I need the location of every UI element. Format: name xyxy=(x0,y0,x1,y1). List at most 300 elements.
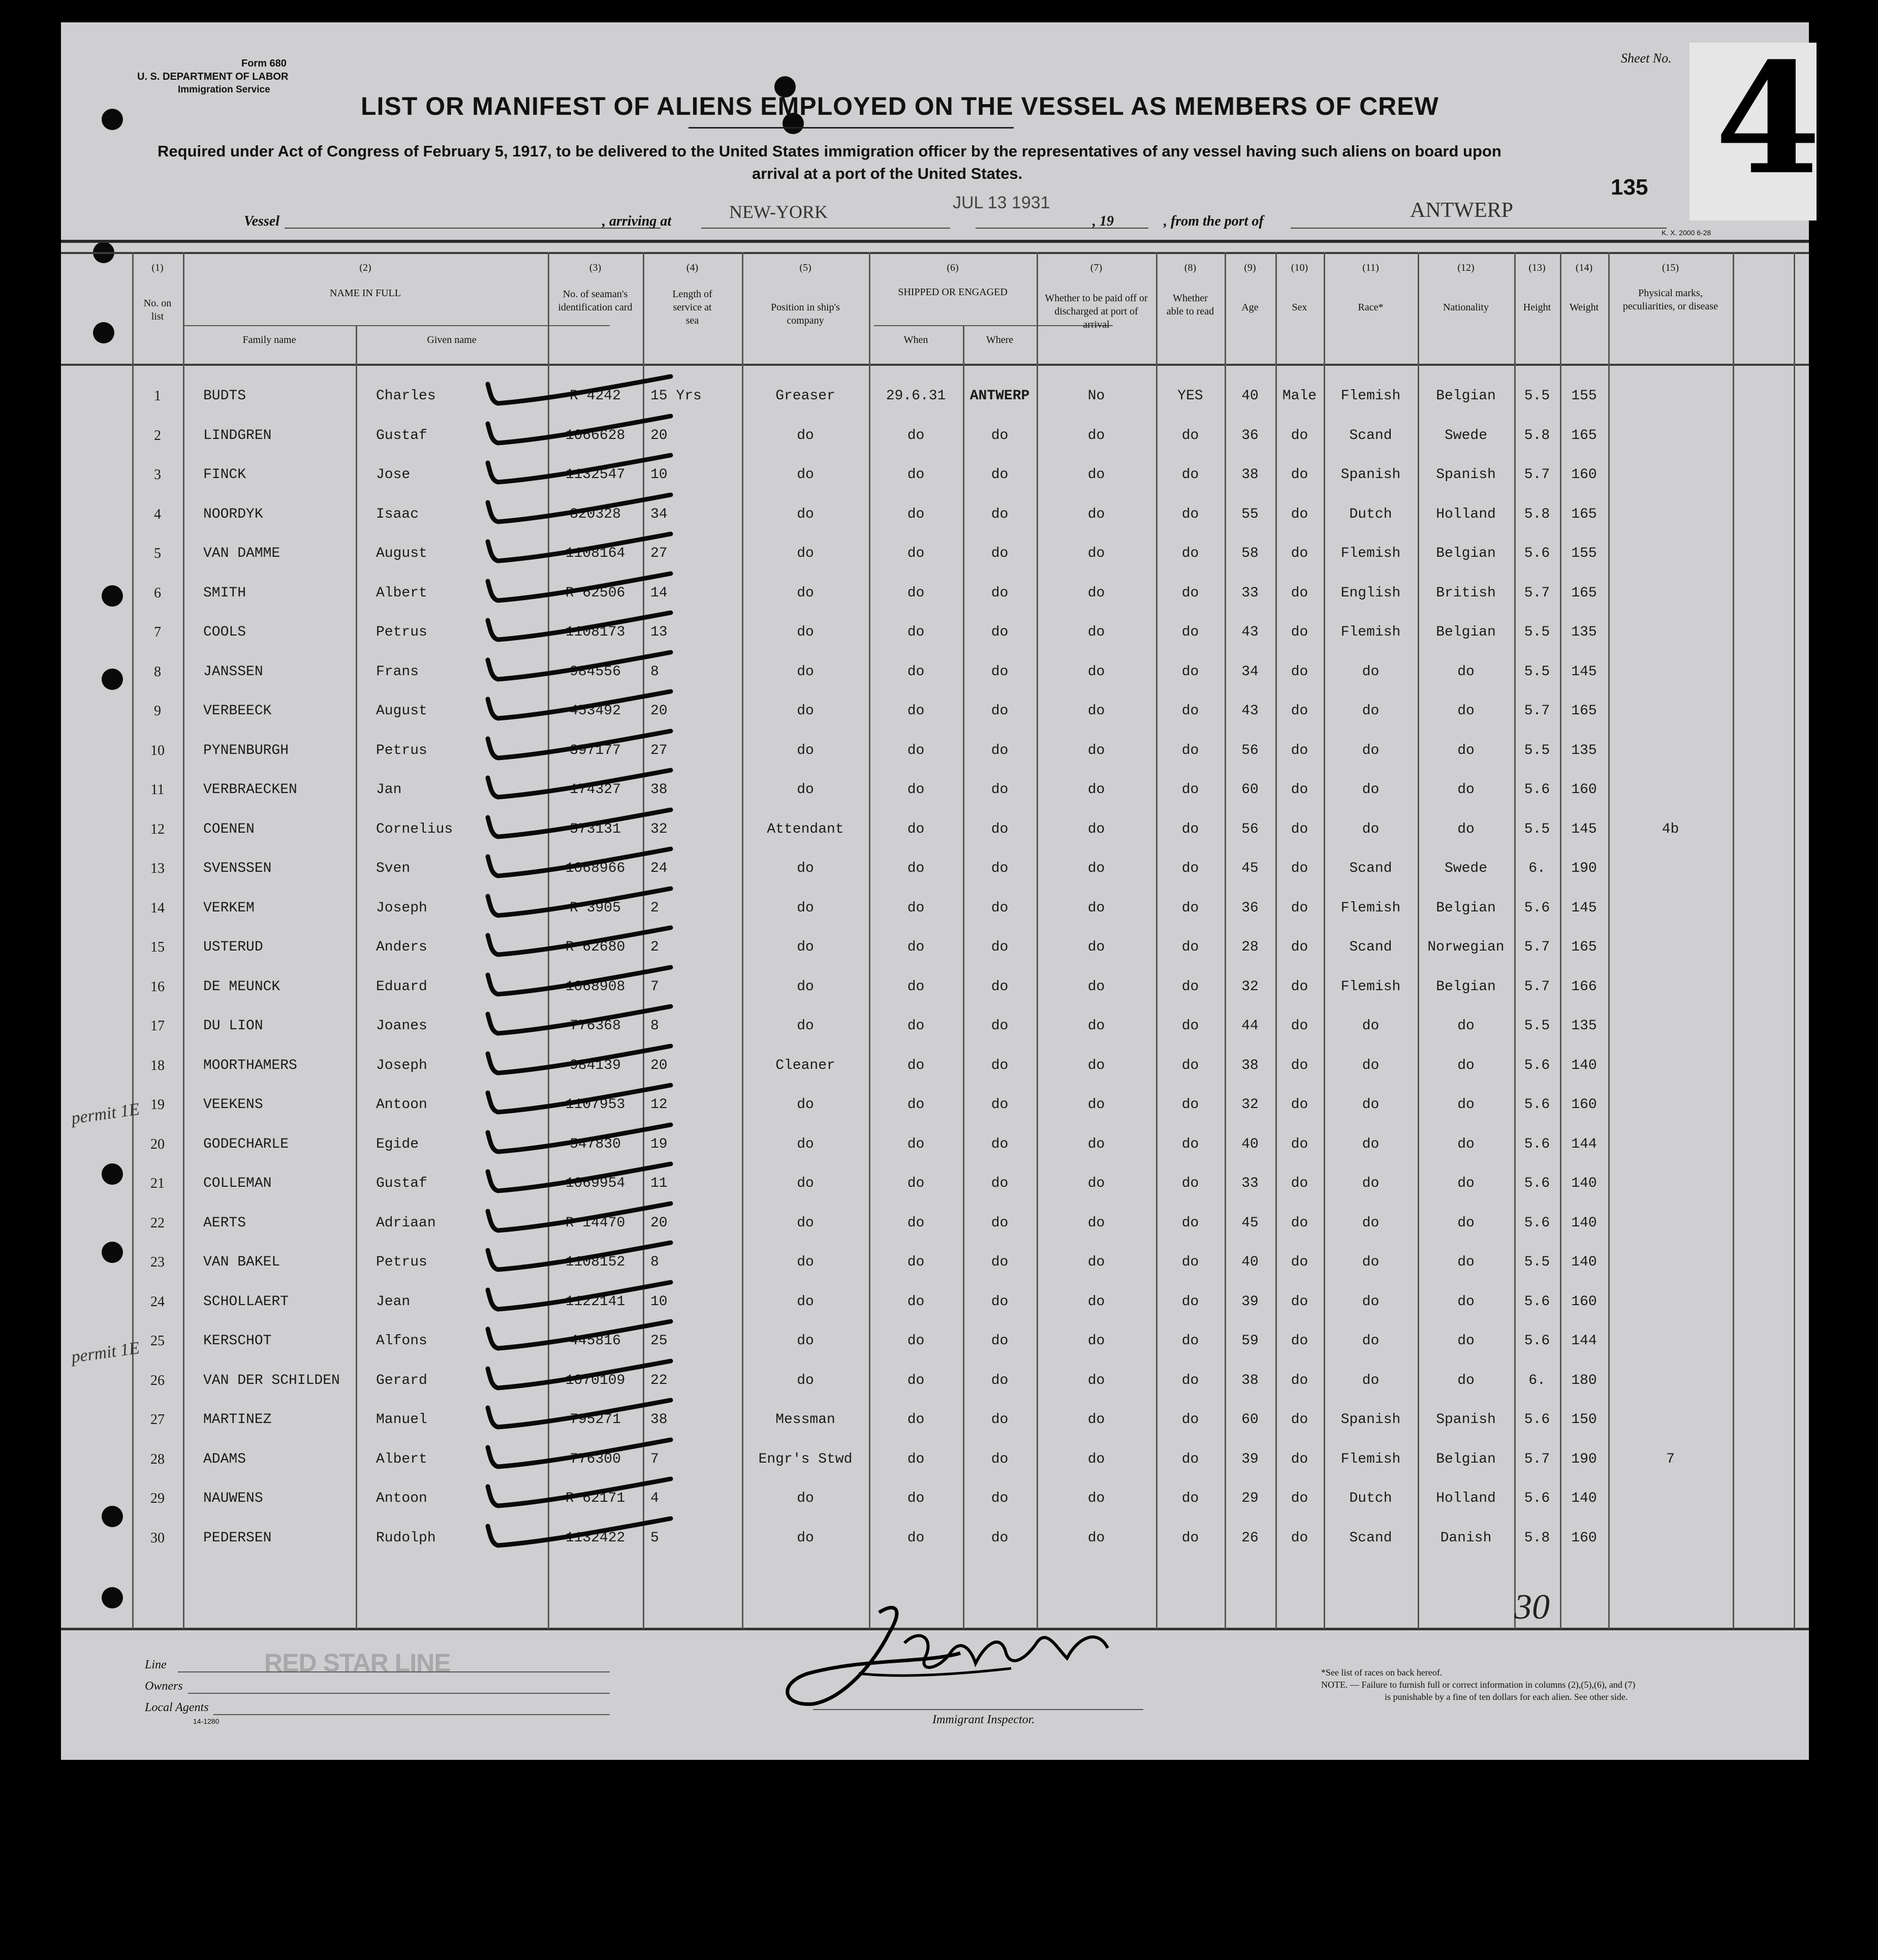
col-divider xyxy=(1733,252,1734,1629)
cell-given: Gustaf xyxy=(376,427,427,444)
cell-paid: do xyxy=(1087,1372,1105,1388)
inspector-check-mark xyxy=(473,1044,676,1079)
cell-age: 40 xyxy=(1241,1254,1259,1270)
cell-given: Anders xyxy=(376,939,427,955)
cell-position: do xyxy=(797,1215,814,1231)
table-top-rule-2 xyxy=(61,252,1809,254)
cell-nat: do xyxy=(1457,1097,1475,1113)
cell-family: MARTINEZ xyxy=(203,1412,272,1428)
cell-position: do xyxy=(797,1018,814,1034)
cell-family: BUDTS xyxy=(203,388,246,404)
cell-given: Petrus xyxy=(376,624,427,640)
cell-read: do xyxy=(1181,821,1199,837)
col-header-paid-off: Whether to be paid off or discharged at port of arrival xyxy=(1045,293,1148,330)
cell-race: do xyxy=(1362,782,1380,798)
cell-family: MOORTHAMERS xyxy=(203,1057,297,1073)
col-header-family: Family name xyxy=(242,334,296,345)
cell-where: do xyxy=(991,1254,1009,1270)
cell-race: do xyxy=(1362,1372,1380,1388)
cell-service: 24 xyxy=(650,861,668,876)
cell-no: 12 xyxy=(150,821,165,837)
cell-age: 60 xyxy=(1241,1412,1259,1428)
cell-nat: do xyxy=(1457,1136,1475,1152)
cell-where: do xyxy=(991,1293,1009,1310)
inspector-check-mark xyxy=(473,1201,676,1237)
margin-note: permit 1E xyxy=(70,1338,141,1367)
cell-read: do xyxy=(1181,1176,1199,1191)
cell-id: 397177 xyxy=(570,742,621,758)
cell-weight: 165 xyxy=(1571,703,1597,719)
cell-when: do xyxy=(907,467,925,483)
inspector-check-mark xyxy=(473,925,676,961)
col-num: (6) xyxy=(947,262,959,273)
cell-id: 1132422 xyxy=(565,1530,625,1546)
cell-paid: do xyxy=(1087,663,1105,680)
cell-position: do xyxy=(797,1254,814,1270)
cell-height: 5.5 xyxy=(1524,742,1550,758)
cell-no: 9 xyxy=(154,703,161,719)
cell-read: do xyxy=(1181,427,1199,444)
cell-read: do xyxy=(1181,900,1199,916)
cell-age: 32 xyxy=(1241,978,1259,995)
cell-id: 445816 xyxy=(570,1333,621,1349)
binder-hole xyxy=(102,1587,123,1608)
col-header-length: Length of service at sea xyxy=(672,289,712,326)
cell-position: Attendant xyxy=(767,821,844,837)
cell-sex: do xyxy=(1291,939,1308,955)
cell-when: do xyxy=(907,939,925,955)
cell-given: August xyxy=(376,703,427,719)
cell-sex: do xyxy=(1291,1293,1308,1310)
cell-nat: Belgian xyxy=(1436,900,1496,916)
binder-hole xyxy=(102,585,123,607)
cell-where: do xyxy=(991,1451,1009,1467)
cell-when: do xyxy=(907,1136,925,1152)
inspector-check-mark xyxy=(473,1122,676,1158)
cell-family: NOORDYK xyxy=(203,506,263,522)
cell-read: do xyxy=(1181,1372,1199,1388)
cell-service: 34 xyxy=(650,506,668,522)
cell-family: COLLEMAN xyxy=(203,1176,272,1191)
cell-age: 60 xyxy=(1241,782,1259,798)
col-header-sex: Sex xyxy=(1292,302,1307,313)
cell-age: 26 xyxy=(1241,1530,1259,1546)
col-num: (5) xyxy=(799,262,811,273)
cell-given: Isaac xyxy=(376,506,419,522)
cell-given: Eduard xyxy=(376,978,427,995)
cell-given: Antoon xyxy=(376,1491,427,1506)
cell-position: do xyxy=(797,624,814,640)
cell-when: do xyxy=(907,1412,925,1428)
inspector-check-mark xyxy=(473,689,676,724)
table-top-rule xyxy=(61,240,1809,243)
cell-when: do xyxy=(907,427,925,444)
cell-when: do xyxy=(907,1293,925,1310)
cell-sex: do xyxy=(1291,1372,1308,1388)
col-header-no: No. on list xyxy=(143,298,172,322)
cell-when: do xyxy=(907,703,925,719)
cell-family: PYNENBURGH xyxy=(203,742,289,758)
cell-age: 43 xyxy=(1241,703,1259,719)
cell-paid: do xyxy=(1087,467,1105,483)
cell-height: 5.7 xyxy=(1524,585,1550,601)
cell-family: VEEKENS xyxy=(203,1097,263,1113)
cell-nat: do xyxy=(1457,782,1475,798)
cell-family: FINCK xyxy=(203,467,246,483)
cell-nat: do xyxy=(1457,1372,1475,1388)
cell-no: 29 xyxy=(150,1491,165,1506)
inspector-check-mark xyxy=(473,1437,676,1473)
cell-service: 13 xyxy=(650,624,668,640)
cell-weight: 165 xyxy=(1571,427,1597,444)
cell-family: LINDGREN xyxy=(203,427,272,444)
cell-sex: do xyxy=(1291,467,1308,483)
cell-position: do xyxy=(797,703,814,719)
inspector-check-mark xyxy=(473,492,676,528)
departure-port: ANTWERP xyxy=(1410,199,1513,222)
cell-given: Jose xyxy=(376,467,411,483)
cell-age: 39 xyxy=(1241,1293,1259,1310)
col-divider xyxy=(1794,252,1795,1629)
cell-race: Dutch xyxy=(1349,1491,1392,1506)
cell-given: Adriaan xyxy=(376,1215,436,1231)
cell-paid: do xyxy=(1087,1491,1105,1506)
cell-no: 8 xyxy=(154,663,161,680)
cell-read: do xyxy=(1181,742,1199,758)
cell-read: YES xyxy=(1177,388,1203,404)
cell-nat: Belgian xyxy=(1436,546,1496,561)
cell-age: 55 xyxy=(1241,506,1259,522)
cell-position: do xyxy=(797,1293,814,1310)
inspector-check-mark xyxy=(473,1240,676,1276)
cell-service: 15 Yrs xyxy=(650,388,702,404)
cell-sex: do xyxy=(1291,546,1308,561)
inspector-check-mark xyxy=(473,1319,676,1354)
cell-race: do xyxy=(1362,1333,1380,1349)
cell-read: do xyxy=(1181,506,1199,522)
col-num: (15) xyxy=(1662,262,1679,273)
cell-family: USTERUD xyxy=(203,939,263,955)
cell-when: do xyxy=(907,585,925,601)
cell-weight: 144 xyxy=(1571,1333,1597,1349)
cell-age: 38 xyxy=(1241,467,1259,483)
cell-read: do xyxy=(1181,663,1199,680)
cell-race: do xyxy=(1362,821,1380,837)
cell-when: do xyxy=(907,1491,925,1506)
cell-race: Flemish xyxy=(1340,546,1401,561)
cell-nat: Norwegian xyxy=(1427,939,1505,955)
cell-sex: do xyxy=(1291,506,1308,522)
total-count: 30 xyxy=(1514,1588,1550,1627)
cell-paid: do xyxy=(1087,1451,1105,1467)
inspector-check-mark xyxy=(473,453,676,488)
cell-paid: do xyxy=(1087,821,1105,837)
cell-sex: do xyxy=(1291,1136,1308,1152)
cell-race: English xyxy=(1340,585,1401,601)
inspector-check-mark xyxy=(473,1161,676,1197)
cell-paid: do xyxy=(1087,861,1105,876)
cell-family: VAN DAMME xyxy=(203,546,280,561)
cell-where: do xyxy=(991,900,1009,916)
col-num: (10) xyxy=(1291,262,1308,273)
race-note: *See list of races on back hereof. xyxy=(1321,1667,1443,1678)
cell-id: 1068908 xyxy=(565,978,625,995)
inspector-check-mark xyxy=(473,768,676,803)
cell-race: Flemish xyxy=(1340,900,1401,916)
cell-age: 45 xyxy=(1241,1215,1259,1231)
cell-when: do xyxy=(907,861,925,876)
cell-family: PEDERSEN xyxy=(203,1530,272,1546)
inspector-check-mark xyxy=(473,374,676,409)
cell-service: 8 xyxy=(650,1254,659,1270)
agents-code: 14-1280 xyxy=(193,1717,220,1725)
penalty-note-2: is punishable by a fine of ten dollars for each alien. See other side. xyxy=(1385,1692,1628,1702)
cell-race: do xyxy=(1362,1215,1380,1231)
cell-where: do xyxy=(991,546,1009,561)
cell-when: do xyxy=(907,900,925,916)
col-header-name: NAME IN FULL xyxy=(330,288,401,299)
col-header-nationality: Nationality xyxy=(1443,302,1489,313)
cell-race: do xyxy=(1362,1176,1380,1191)
cell-age: 56 xyxy=(1241,821,1259,837)
cell-no: 1 xyxy=(154,388,161,404)
cell-id: 1108164 xyxy=(565,546,625,561)
cell-service: 8 xyxy=(650,663,659,680)
cell-where: do xyxy=(991,1333,1009,1349)
cell-given: Charles xyxy=(376,388,436,404)
cell-sex: do xyxy=(1291,585,1308,601)
cell-given: Egide xyxy=(376,1136,419,1152)
cell-height: 5.6 xyxy=(1524,1176,1550,1191)
cell-height: 5.5 xyxy=(1524,663,1550,680)
cell-given: Gustaf xyxy=(376,1176,427,1191)
date-field xyxy=(976,228,1148,229)
cell-when: do xyxy=(907,821,925,837)
cell-where: do xyxy=(991,1176,1009,1191)
cell-height: 5.6 xyxy=(1524,1136,1550,1152)
cell-family: DE MEUNCK xyxy=(203,978,280,995)
cell-nat: do xyxy=(1457,1333,1475,1349)
cell-height: 5.6 xyxy=(1524,1293,1550,1310)
cell-height: 5.8 xyxy=(1524,427,1550,444)
cell-read: do xyxy=(1181,1491,1199,1506)
cell-read: do xyxy=(1181,1136,1199,1152)
cell-sex: do xyxy=(1291,1176,1308,1191)
cell-position: do xyxy=(797,663,814,680)
cell-height: 5.6 xyxy=(1524,1097,1550,1113)
cell-weight: 155 xyxy=(1571,546,1597,561)
cell-position: do xyxy=(797,1176,814,1191)
cell-weight: 180 xyxy=(1571,1372,1597,1388)
from-port-field xyxy=(1291,228,1667,229)
cell-nat: do xyxy=(1457,742,1475,758)
cell-age: 38 xyxy=(1241,1372,1259,1388)
cell-read: do xyxy=(1181,1215,1199,1231)
cell-nat: Belgian xyxy=(1436,1451,1496,1467)
cell-no: 24 xyxy=(150,1293,165,1310)
col-header-height: Height xyxy=(1523,302,1551,313)
cell-service: 4 xyxy=(650,1491,659,1506)
col-num: (7) xyxy=(1090,262,1103,273)
cell-service: 10 xyxy=(650,1293,668,1310)
cell-sex: do xyxy=(1291,663,1308,680)
form-number: Form 680 xyxy=(241,58,287,69)
cell-no: 18 xyxy=(150,1057,165,1073)
cell-family: AERTS xyxy=(203,1215,246,1231)
cell-sex: Male xyxy=(1282,388,1317,404)
cell-id: 984139 xyxy=(570,1057,621,1073)
year-label: , 19 xyxy=(1092,213,1114,229)
cell-family: JANSSEN xyxy=(203,663,263,680)
cell-height: 5.8 xyxy=(1524,506,1550,522)
arriving-port: NEW-YORK xyxy=(729,202,828,222)
cell-position: Engr's Stwd xyxy=(758,1451,853,1467)
cell-height: 5.5 xyxy=(1524,821,1550,837)
cell-id: R 3905 xyxy=(570,900,621,916)
inspector-check-mark xyxy=(473,1083,676,1118)
cell-read: do xyxy=(1181,546,1199,561)
cell-family: KERSCHOT xyxy=(203,1333,272,1349)
cell-position: do xyxy=(797,939,814,955)
cell-paid: do xyxy=(1087,1136,1105,1152)
cell-family: VERKEM xyxy=(203,900,255,916)
cell-family: VERBRAECKEN xyxy=(203,782,297,798)
cell-when: do xyxy=(907,978,925,995)
cell-race: Scand xyxy=(1349,939,1392,955)
cell-weight: 190 xyxy=(1571,1451,1597,1467)
cell-where: do xyxy=(991,821,1009,837)
margin-note: permit 1E xyxy=(70,1099,141,1128)
cell-height: 5.6 xyxy=(1524,1412,1550,1428)
cell-paid: do xyxy=(1087,782,1105,798)
cell-height: 5.5 xyxy=(1524,1018,1550,1034)
cell-id: 1107953 xyxy=(565,1097,625,1113)
cell-given: Joseph xyxy=(376,900,427,916)
col-num: (11) xyxy=(1362,262,1379,273)
cell-age: 40 xyxy=(1241,388,1259,404)
inspector-check-mark xyxy=(473,807,676,843)
cell-nat: do xyxy=(1457,1018,1475,1034)
cell-read: do xyxy=(1181,782,1199,798)
col-num: (14) xyxy=(1575,262,1593,273)
subtitle-line-1: Required under Act of Congress of February 5, 1917, to be delivered to the United States immigration officer by the representatives of any vessel having such aliens on board upon xyxy=(158,142,1501,160)
cell-where: ANTWERP xyxy=(969,388,1030,404)
cell-given: Jan xyxy=(376,782,402,798)
cell-id: 795271 xyxy=(570,1412,621,1428)
cell-nat: Swede xyxy=(1444,861,1487,876)
cell-height: 6. xyxy=(1528,1372,1546,1388)
cell-height: 5.7 xyxy=(1524,978,1550,995)
owners-field xyxy=(188,1693,610,1694)
cell-sex: do xyxy=(1291,624,1308,640)
cell-paid: do xyxy=(1087,1215,1105,1231)
cell-given: Manuel xyxy=(376,1412,427,1428)
cell-family: GODECHARLE xyxy=(203,1136,289,1152)
cell-age: 45 xyxy=(1241,861,1259,876)
cell-id: R 62171 xyxy=(565,1491,625,1506)
cell-sex: do xyxy=(1291,703,1308,719)
cell-paid: do xyxy=(1087,900,1105,916)
cell-position: do xyxy=(797,900,814,916)
cell-race: Flemish xyxy=(1340,624,1401,640)
cell-weight: 160 xyxy=(1571,1293,1597,1310)
cell-weight: 144 xyxy=(1571,1136,1597,1152)
cell-id: 1132547 xyxy=(565,467,625,483)
cell-when: do xyxy=(907,1057,925,1073)
cell-paid: do xyxy=(1087,1530,1105,1546)
cell-no: 13 xyxy=(150,861,165,876)
cell-nat: Spanish xyxy=(1436,1412,1496,1428)
cell-family: COENEN xyxy=(203,821,255,837)
cell-race: Scand xyxy=(1349,427,1392,444)
inspector-label: Immigrant Inspector. xyxy=(932,1713,1035,1726)
cell-where: do xyxy=(991,1097,1009,1113)
cell-no: 23 xyxy=(150,1254,165,1270)
cell-marks: 4b xyxy=(1662,821,1679,837)
cell-height: 5.6 xyxy=(1524,782,1550,798)
cell-height: 5.6 xyxy=(1524,1215,1550,1231)
col-num: (3) xyxy=(589,262,602,273)
cell-service: 25 xyxy=(650,1333,668,1349)
cell-service: 22 xyxy=(650,1372,668,1388)
cell-height: 5.7 xyxy=(1524,1451,1550,1467)
cell-paid: do xyxy=(1087,585,1105,601)
cell-given: Petrus xyxy=(376,742,427,758)
cell-sex: do xyxy=(1291,742,1308,758)
cell-sex: do xyxy=(1291,1333,1308,1349)
cell-id: R 62680 xyxy=(565,939,625,955)
cell-weight: 160 xyxy=(1571,1530,1597,1546)
col-header-physical: Physical marks, peculiarities, or disease xyxy=(1622,288,1718,312)
cell-read: do xyxy=(1181,1451,1199,1467)
cell-height: 5.7 xyxy=(1524,467,1550,483)
cell-position: Cleaner xyxy=(775,1057,835,1073)
col-header-where: Where xyxy=(986,334,1014,345)
cell-nat: do xyxy=(1457,1215,1475,1231)
department-name: U. S. DEPARTMENT OF LABOR xyxy=(137,71,289,82)
cell-id: 1068966 xyxy=(565,861,625,876)
cell-when: do xyxy=(907,782,925,798)
cell-given: Alfons xyxy=(376,1333,427,1349)
col-header-when: When xyxy=(903,334,928,345)
cell-weight: 165 xyxy=(1571,585,1597,601)
cell-family: SCHOLLAERT xyxy=(203,1293,289,1310)
cell-service: 2 xyxy=(650,900,659,916)
cell-race: Flemish xyxy=(1340,388,1401,404)
cell-position: do xyxy=(797,782,814,798)
inspector-check-mark xyxy=(473,1398,676,1433)
cell-nat: do xyxy=(1457,1057,1475,1073)
cell-service: 5 xyxy=(650,1530,659,1546)
cell-sex: do xyxy=(1291,1018,1308,1034)
cell-weight: 165 xyxy=(1571,506,1597,522)
cell-height: 5.5 xyxy=(1524,1254,1550,1270)
cell-age: 34 xyxy=(1241,663,1259,680)
cell-weight: 140 xyxy=(1571,1491,1597,1506)
cell-id: 820328 xyxy=(570,506,621,522)
cell-weight: 165 xyxy=(1571,939,1597,955)
cell-position: Greaser xyxy=(775,388,835,404)
cell-height: 5.5 xyxy=(1524,388,1550,404)
cell-id: R 62506 xyxy=(565,585,625,601)
cell-read: do xyxy=(1181,1412,1199,1428)
cell-service: 38 xyxy=(650,782,668,798)
cell-id: 1069954 xyxy=(565,1176,625,1191)
cell-position: do xyxy=(797,1333,814,1349)
cell-when: do xyxy=(907,1215,925,1231)
manifest-title: LIST OR MANIFEST OF ALIENS EMPLOYED ON THE VESSEL AS MEMBERS OF CREW xyxy=(361,92,1439,120)
line-label: Line xyxy=(145,1658,167,1671)
